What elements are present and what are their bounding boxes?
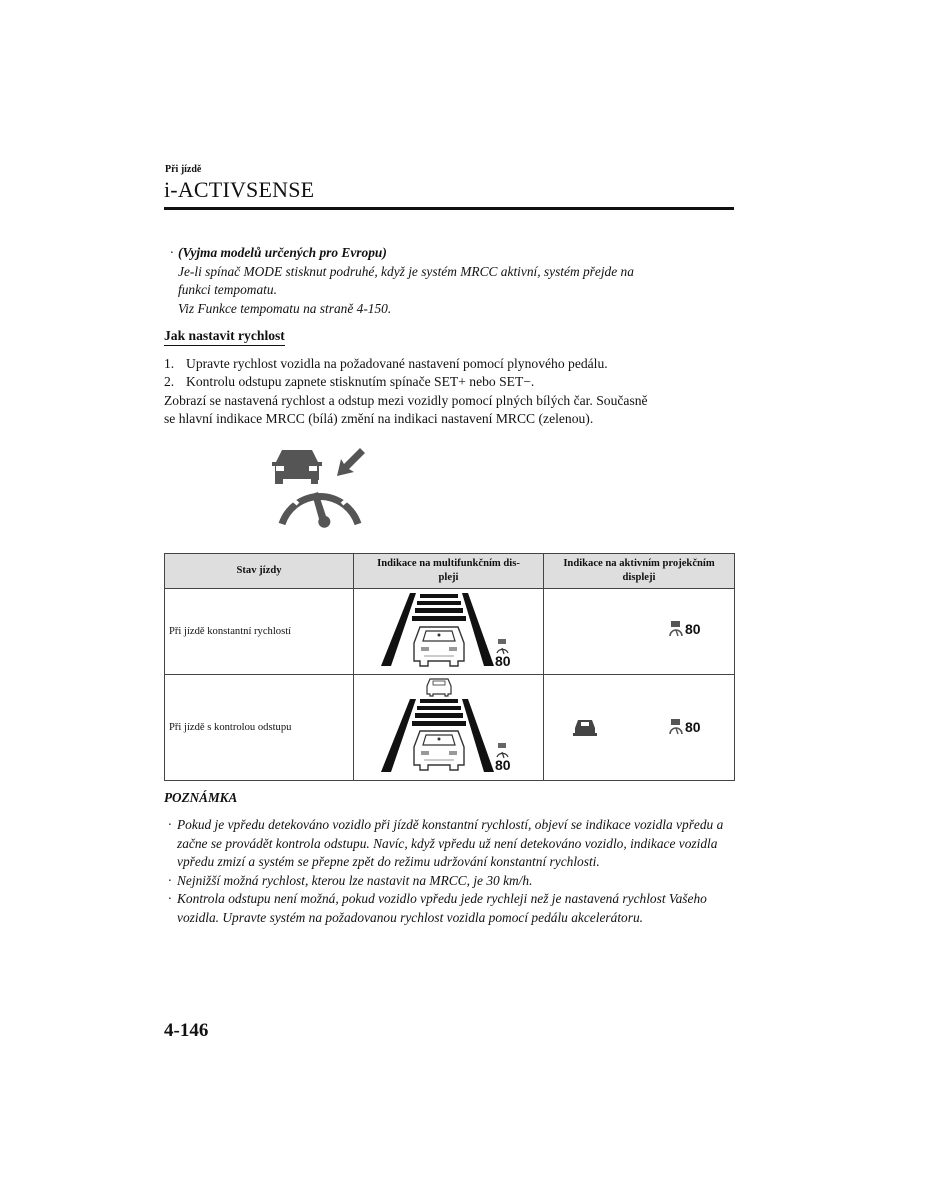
step-number: 2. [164, 374, 175, 390]
step-text: Upravte rychlost vozidla na požadované nastavení pomocí plynového pedálu. [186, 356, 608, 371]
table-header [544, 554, 735, 589]
indication-table [164, 553, 735, 781]
step-item [164, 355, 739, 373]
speed-readout: 80 [685, 719, 701, 735]
region-bullet [170, 244, 730, 318]
chapter-title: i-ACTIVSENSE [164, 177, 315, 202]
car-rear-view-icon [414, 627, 464, 666]
step-text: Kontrolu odstupu zapnete stisknutím spínače SET+ nebo SET−. [186, 374, 535, 390]
table-row [165, 675, 735, 781]
header-hud: Indikace na aktivním projekčním displeji [563, 558, 715, 583]
hud-display-cell [544, 675, 735, 781]
multifunction-display-cell [354, 675, 544, 781]
note-marker: · [168, 891, 172, 906]
speed-readout: 80 [495, 757, 511, 773]
note-text: Pokud je vpředu detekováno vozidlo při jízdě konstantní rychlostí, objeví se indikace vozidla vpředu a začne se provádět kontrola odstupu. Navíc, když vpředu už není detekováno vozidlo, indikace vozidla vpředu zmizí a systém se přepne zpět do režimu udržování konstantní rychlosti. [177, 817, 724, 869]
state-label: Při jízdě konstantní rychlostí [165, 589, 354, 675]
car-rear-view-icon [414, 731, 464, 770]
note-text: Nejnižší možná rychlost, kterou lze nastavit na MRCC, je 30 km/h. [177, 872, 533, 888]
car-rear-view-icon [573, 718, 597, 736]
header-state: Stav jízdy [236, 565, 282, 576]
note-text: Kontrola odstupu není možná, pokud vozidlo vpředu jede rychleji než je nastavená rychlost Vašeho vozidla. Upravte systém na požadovanou rychlost vozidla pomocí pedálu akcelerátoru. [177, 891, 707, 925]
lane-lines-icon [354, 675, 543, 780]
note-item [168, 890, 733, 927]
table-header [165, 554, 354, 589]
note-list [168, 816, 733, 927]
state-label: Při jízdě s kontrolou odstupu [165, 675, 354, 781]
note-marker: · [168, 817, 172, 832]
step-number: 1. [164, 356, 175, 371]
note-item [168, 872, 733, 891]
bullet-line: Viz Funkce tempomatu na straně 4-150. [178, 300, 392, 316]
car-rear-view-icon [427, 679, 451, 696]
sub-heading: Jak nastavit rychlost [164, 328, 285, 346]
mrcc-small-icon [668, 620, 684, 638]
title-rule [164, 207, 734, 210]
mrcc-small-icon [497, 743, 508, 758]
page-number: 4-146 [164, 1020, 209, 1041]
step-list [164, 355, 739, 428]
step-item [164, 373, 739, 391]
step-continuation: se hlavní indikace MRCC (bílá) změní na indikaci nastavení MRCC (zelenou). [164, 410, 594, 426]
bullet-heading: (Vyjma modelů určených pro Evropu) [178, 245, 387, 260]
lane-lines-icon [354, 589, 543, 674]
step-continuation: Zobrazí se nastavená rychlost a odstup mezi vozidly pomocí plných bílých čar. Současně [164, 392, 648, 408]
speed-readout: 80 [495, 653, 511, 669]
bullet-line: Je-li spínač MODE stisknut podruhé, když je systém MRCC aktivní, systém přejde na [178, 263, 634, 279]
mrcc-small-icon [497, 639, 508, 654]
multifunction-display-cell [354, 589, 544, 675]
mrcc-small-icon [668, 718, 684, 736]
hud-display-cell [544, 589, 735, 675]
note-item [168, 816, 733, 872]
table-header [354, 554, 544, 589]
section-label: Při jízdě [165, 164, 202, 175]
table-row [165, 589, 735, 675]
bullet-line: funkci tempomatu. [178, 282, 277, 297]
mrcc-indicator-icon [262, 444, 372, 532]
note-marker: · [168, 872, 172, 888]
note-title: POZNÁMKA [164, 790, 238, 805]
speed-readout: 80 [685, 621, 701, 637]
header-multifunction: Indikace na multifunkčním dis- pleji [377, 558, 520, 583]
bullet-marker: · [170, 245, 174, 260]
